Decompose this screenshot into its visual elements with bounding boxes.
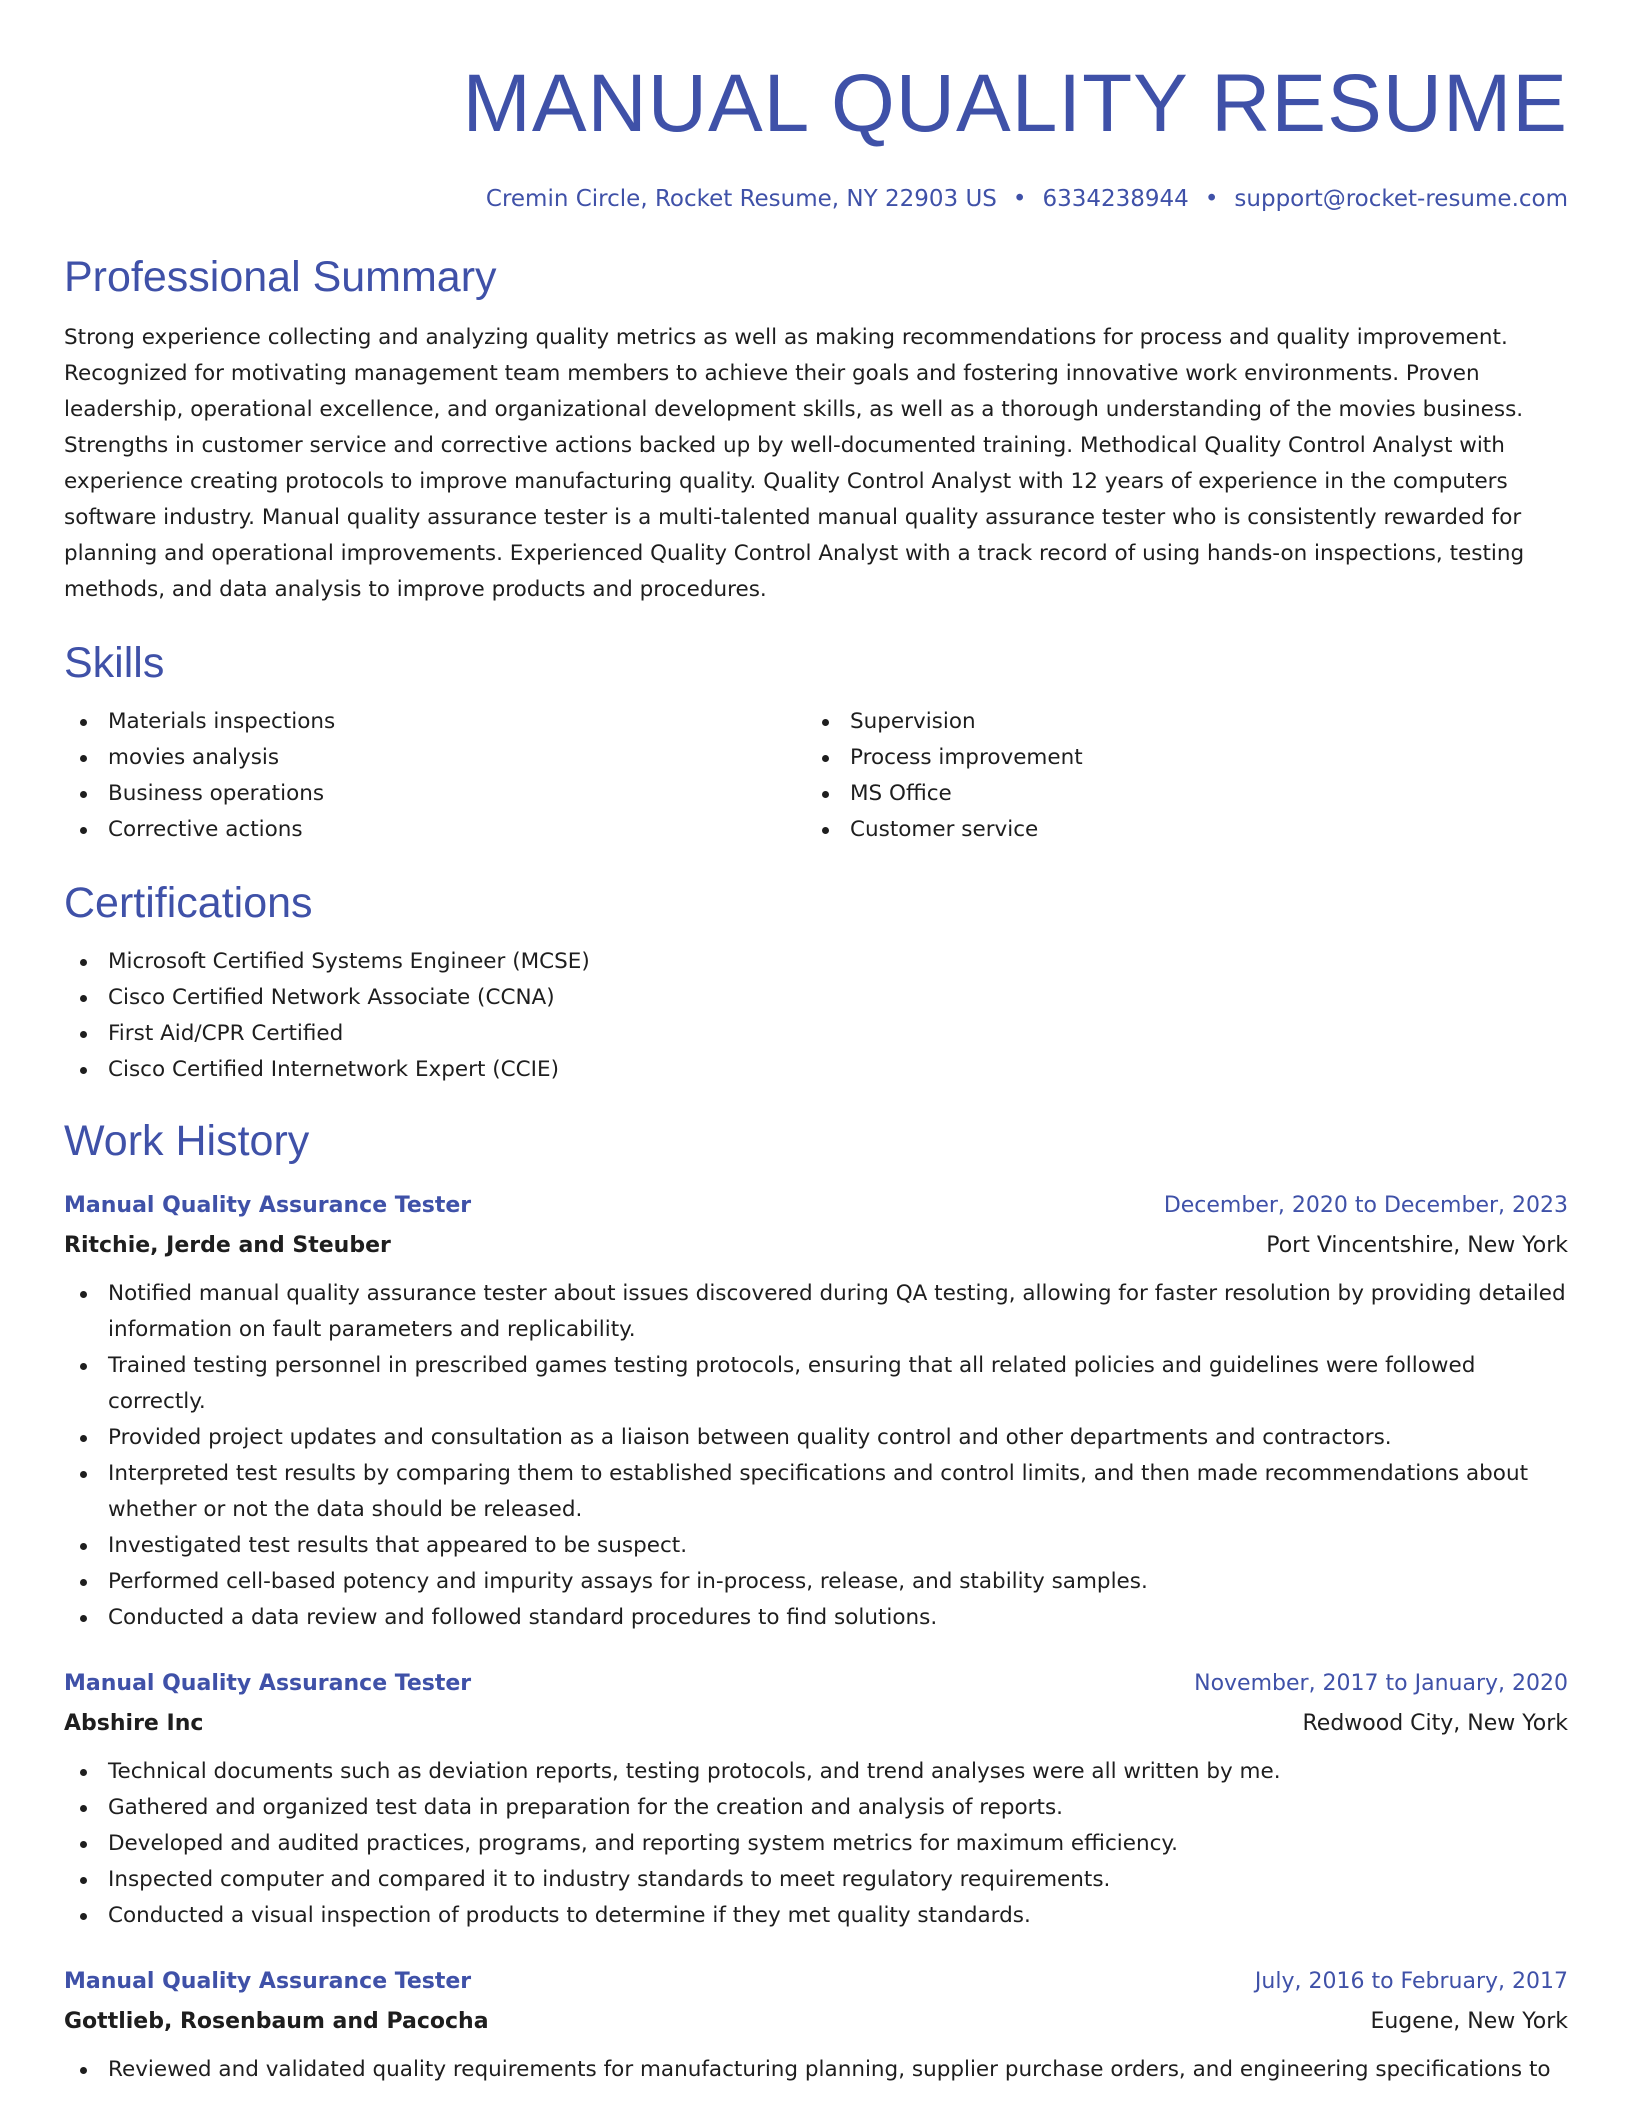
skills-heading: Skills [64, 639, 165, 687]
summary-heading: Professional Summary [64, 253, 497, 301]
job-company-row [64, 1224, 1568, 1264]
contact-separator: • [1204, 186, 1219, 212]
skill-item: movies analysis [64, 740, 806, 776]
work-history-section [64, 1116, 1568, 2088]
certification-item: Cisco Certified Internetwork Expert (CCIE) [64, 1052, 1568, 1088]
skill-item: MS Office [806, 776, 1548, 812]
summary-text: Strong experience collecting and analyzing quality metrics as well as making recommendations for process and quality improvement. Recognized for motivating management team members to achieve their goals and fostering innovative work environments. Proven leadership, operational excellence, and organizational development skills, as well as a thorough understanding of the movies business. Strengths in customer service and corrective actions backed up by well-documented training. Methodical Quality Control Analyst with experience creating protocols to improve manufacturing quality. Quality Control Analyst with 12 years of experience in the computers software industry. Manual quality assurance tester is a multi-talented manual quality assurance tester who is consistently rewarded for planning and operational improvements. Experienced Quality Control Analyst with a track record of using hands-on inspections, testing methods, and data analysis to improve products and procedures. [64, 325, 1525, 602]
job-duties-list [64, 1276, 1568, 1636]
skill-item: Process improvement [806, 740, 1548, 776]
job-company: Abshire Inc [64, 1711, 204, 1736]
skill-item: Supervision [806, 704, 1548, 740]
job-duty: Investigated test results that appeared to be suspect. [64, 1528, 1568, 1564]
job-duty: Conducted a data review and followed standard procedures to find solutions. [64, 1600, 1568, 1636]
job-dates: December, 2020 to December, 2023 [1163, 1193, 1568, 1218]
resume-page [64, 0, 1568, 2088]
certifications-section [64, 878, 1568, 1088]
job-duty: Developed and audited practices, programs, and reporting system metrics for maximum efficiency. [64, 1826, 1568, 1862]
job-entry [64, 1188, 1568, 1636]
job-duty: Inspected computer and compared it to industry standards to meet regulatory requirements. [64, 1862, 1568, 1898]
contact-line [64, 184, 1568, 214]
contact-separator: • [1012, 186, 1027, 212]
job-title: Manual Quality Assurance Tester [64, 1969, 472, 1994]
summary-section [64, 252, 1568, 608]
job-location: Port Vincentshire, New York [1266, 1233, 1568, 1258]
job-duty: Performed cell-based potency and impurity assays for in-process, release, and stability samples. [64, 1564, 1568, 1600]
certification-item: Microsoft Certified Systems Engineer (MCSE) [64, 944, 1568, 980]
job-company: Ritchie, Jerde and Steuber [64, 1233, 391, 1258]
job-duties-list [64, 1754, 1568, 1934]
job-dates: November, 2017 to January, 2020 [1194, 1671, 1568, 1696]
job-duty: Gathered and organized test data in preparation for the creation and analysis of reports. [64, 1790, 1568, 1826]
skill-item: Customer service [806, 812, 1548, 848]
work-history-heading: Work History [64, 1117, 310, 1165]
job-title: Manual Quality Assurance Tester [64, 1193, 472, 1218]
job-duty: Conducted a visual inspection of products to determine if they met quality standards. [64, 1898, 1568, 1934]
skills-column-left [64, 704, 806, 848]
skills-section [64, 638, 1568, 848]
job-company-row [64, 2000, 1568, 2040]
contact-phone: 6334238944 [1042, 186, 1189, 212]
certifications-list [64, 944, 1568, 1088]
job-duty: Provided project updates and consultation as a liaison between quality control and other departments and contractors. [64, 1420, 1568, 1456]
skill-item: Corrective actions [64, 812, 806, 848]
skill-item: Materials inspections [64, 704, 806, 740]
contact-address: Cremin Circle, Rocket Resume, NY 22903 US [485, 186, 997, 212]
job-header-row [64, 1666, 1568, 1702]
contact-email: support@rocket-resume.com [1234, 186, 1568, 212]
job-duty: Technical documents such as deviation reports, testing protocols, and trend analyses were all written by me. [64, 1754, 1568, 1790]
job-entry [64, 1964, 1568, 2088]
job-duty: Interpreted test results by comparing them to established specifications and control limits, and then made recommendations about whether or not the data should be released. [64, 1456, 1568, 1528]
job-company-row [64, 1702, 1568, 1742]
job-duty: Reviewed and validated quality requirements for manufacturing planning, supplier purchase orders, and engineering specifications to [64, 2052, 1568, 2088]
job-dates: July, 2016 to February, 2017 [1254, 1969, 1568, 1994]
job-entry [64, 1666, 1568, 1934]
job-duty: Notified manual quality assurance tester about issues discovered during QA testing, allowing for faster resolution by providing detailed information on fault parameters and replicability. [64, 1276, 1568, 1348]
job-location: Redwood City, New York [1302, 1711, 1568, 1736]
certification-item: Cisco Certified Network Associate (CCNA) [64, 980, 1568, 1016]
job-location: Eugene, New York [1370, 2009, 1568, 2034]
job-company: Gottlieb, Rosenbaum and Pacocha [64, 2009, 489, 2034]
job-duties-list [64, 2052, 1568, 2088]
job-duty: Trained testing personnel in prescribed games testing protocols, ensuring that all related policies and guidelines were followed correctly. [64, 1348, 1568, 1420]
job-title: Manual Quality Assurance Tester [64, 1671, 472, 1696]
resume-title: MANUAL QUALITY RESUME [462, 58, 1568, 149]
job-header-row [64, 1188, 1568, 1224]
certification-item: First Aid/CPR Certified [64, 1016, 1568, 1052]
skill-item: Business operations [64, 776, 806, 812]
skills-grid [64, 704, 1568, 848]
skills-column-right [806, 704, 1548, 848]
job-header-row [64, 1964, 1568, 2000]
certifications-heading: Certifications [64, 879, 313, 927]
